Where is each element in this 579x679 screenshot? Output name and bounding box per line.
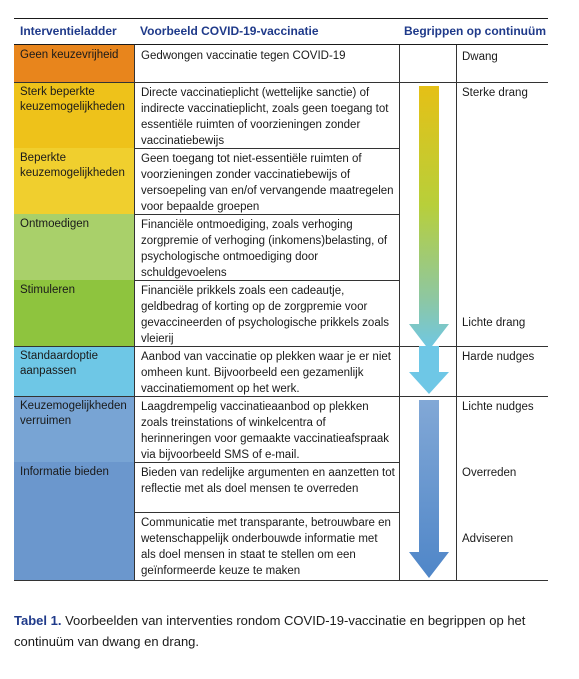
drang-arrow	[409, 86, 449, 350]
continuum-harde-nudges: Harde nudges	[462, 351, 535, 363]
row-divider	[14, 346, 548, 347]
row-divider	[134, 512, 400, 513]
row-divider	[134, 280, 400, 281]
example-cell: Communicatie met transparante, betrouwbare en wetenschappelijk onderbouwde informatie met als doel mensen in staat te stellen om een geïnformeerde keuze te maken	[134, 512, 400, 580]
table-bottom-rule	[14, 580, 548, 581]
continuum-dwang: Dwang	[462, 51, 498, 63]
continuum-sterke-drang: Sterke drang	[462, 87, 528, 99]
header-ladder: Interventieladder	[20, 24, 117, 38]
header-example: Voorbeeld COVID-19-vaccinatie	[140, 24, 319, 38]
informatie-arrow	[409, 400, 449, 578]
ladder-stimuleren: Stimuleren	[14, 280, 134, 346]
continuum-arrows	[400, 82, 456, 580]
ladder-geen-keuzevrijheid: Geen keuzevrijheid	[14, 45, 134, 82]
continuum-adviseren: Adviseren	[462, 533, 514, 545]
continuum-lichte-drang: Lichte drang	[462, 317, 526, 329]
continuum-divider	[456, 45, 457, 580]
row-divider	[134, 462, 400, 463]
ladder-informatie-bieden: Informatie bieden	[14, 462, 134, 580]
example-cell: Aanbod van vaccinatie op plekken waar je er niet omheen kunt. Bijvoorbeeld een gezamenlijk vaccinatiemoment op het werk.	[134, 346, 400, 396]
harde-nudges-arrow	[409, 346, 449, 394]
ladder-beperkte: Beperkte keuzemogelijkheden	[14, 148, 134, 214]
example-cell: Gedwongen vaccinatie tegen COVID-19	[134, 45, 400, 82]
caption-text: Voorbeelden van interventies rondom COVID-19-vaccinatie en begrippen op het continuüm van dwang en drang.	[14, 613, 526, 649]
ladder-ontmoedigen: Ontmoedigen	[14, 214, 134, 280]
continuum-lichte-nudges: Lichte nudges	[462, 401, 534, 413]
row-divider	[14, 82, 548, 83]
ladder-sterk-beperkte: Sterk beperkte keuzemogelijkheden	[14, 82, 134, 148]
ladder-standaardoptie: Standaardoptie aanpassen	[14, 346, 134, 396]
continuum-overreden: Overreden	[462, 467, 517, 479]
row-divider	[14, 396, 548, 397]
header-continuum: Begrippen op continuüm	[404, 24, 546, 38]
example-cell: Directe vaccinatieplicht (wettelijke sanctie) of indirecte vaccinatieplicht, zoals geen toegang tot essentiële ruimten of voorzieningen zonder vaccinatiebewijs	[134, 82, 400, 148]
table-caption	[14, 610, 554, 652]
row-divider	[134, 214, 400, 215]
header-top-rule	[14, 18, 548, 19]
example-cell: Financiële prikkels zoals een cadeautje, geldbedrag of korting op de zorgpremie voor gevaccineerden of psychologische prikkels zoals vleierij	[134, 280, 400, 346]
example-cell: Financiële ontmoediging, zoals verhoging zorgpremie of verhoging (inkomens)belasting, of psychologische ontmoediging door schuldgevoelens	[134, 214, 400, 280]
caption-label: Tabel 1.	[14, 613, 62, 628]
row-divider	[134, 148, 400, 149]
example-cell: Geen toegang tot niet-essentiële ruimten of voorzieningen zonder vaccinatiebewijs of versoepeling van en/of vervangende maatregelen voor bepaalde groepen	[134, 148, 400, 214]
ladder-keuzemogelijkheden-verruimen: Keuzemogelijkheden verruimen	[14, 396, 134, 462]
example-cell: Laagdrempelig vaccinatieaanbod op plekken zoals treinstations of winkelcentra of herinneringen voor gemaakte vaccinatieafspraak via bijvoorbeeld SMS of e-mail.	[134, 396, 400, 462]
example-cell: Bieden van redelijke argumenten en aanzetten tot reflectie met als doel mensen te overreden	[134, 462, 400, 512]
